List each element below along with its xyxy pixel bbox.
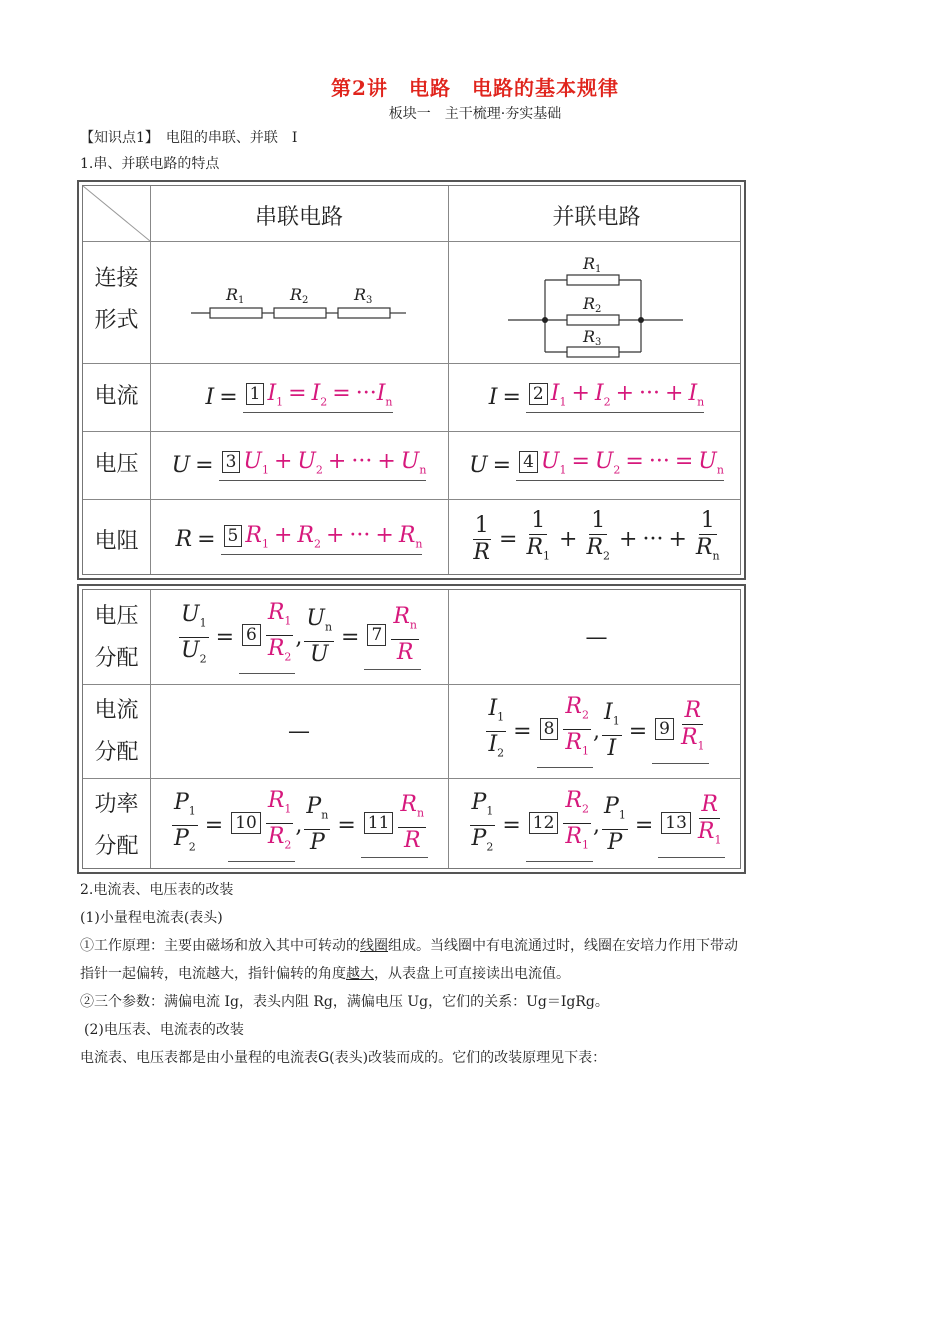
row-label-power-distribution: 功率 分配 — [94, 792, 139, 859]
blank-10: 10 — [231, 812, 261, 834]
blank-5: 5 — [224, 525, 243, 547]
blank-11: 11 — [364, 812, 394, 834]
series-current-formula: I = 1 $I_1 = I_2 = \cdot\cdot\cdot I_n$ — [150, 363, 448, 431]
parallel-circuit-diagram — [503, 248, 693, 360]
subsection-heading-1: (1)小量程电流表(表头) — [80, 910, 223, 926]
blank-4: 4 — [519, 451, 538, 473]
row-label-resistance: 电阻 — [94, 529, 139, 554]
blank-7: 7 — [367, 624, 386, 646]
header-series: 串联电路 — [254, 205, 343, 230]
distribution-table — [77, 584, 746, 874]
series-r2-label: R2 — [290, 285, 309, 306]
row-label-voltage: 电压 — [94, 452, 139, 477]
row-label-current-distribution: 电流 分配 — [94, 698, 139, 765]
parallel-voltage-formula: U = 4 $U_1 = U_2$ = ··· = $U_n$ — [448, 431, 745, 499]
header-parallel: 并联电路 — [552, 205, 641, 230]
parallel-r1-label: R1 — [583, 254, 602, 275]
series-voltage-distribution: $\frac{U_1}{U_2}$ = 6 $\frac{R_1}{R_2}$ , $\frac{U_n}{U}$ = 7 $\frac{R_n}{R}$ — [150, 590, 448, 684]
parallel-r2-label: R2 — [583, 294, 602, 315]
page-title: 第2讲 电路 电路的基本规律 — [331, 76, 619, 100]
subsection-heading-2: (2)电压表、电流表的改装 — [84, 1022, 244, 1038]
blank-3: 3 — [222, 451, 241, 473]
blank-9: 9 — [655, 718, 674, 740]
row-label-voltage-distribution: 电压 分配 — [94, 604, 139, 671]
blank-12: 12 — [529, 812, 559, 834]
paragraph-conversion: 电流表、电压表都是由小量程的电流表G(表头)改装而成的。它们的改装原理见下表： — [80, 1050, 607, 1066]
paragraph-three-parameters: ②三个参数：满偏电流 Ig，表头内阻 Rg，满偏电压 Ug，它们的关系：Ug＝IgRg。 — [80, 994, 609, 1010]
blank-13: 13 — [661, 812, 691, 834]
series-power-distribution: $\frac{P_1}{P_2}$ = 10 $\frac{R_1}{R_2}$ , $\frac{P_n}{P}$ = 11 $\frac{R_n}{R}$ — [150, 778, 448, 872]
parallel-voltage-distribution-dash: — — [585, 624, 608, 650]
knowledge-point-heading: 【知识点1】 电阻的串联、并联 Ⅰ — [80, 130, 298, 146]
series-resistance-formula: R = 5 $R_1 + R_2$ + ··· + $R_n$ — [150, 499, 448, 579]
blank-1: 1 — [246, 383, 265, 405]
series-parallel-table — [77, 180, 746, 580]
blank-8: 8 — [540, 718, 559, 740]
blank-2: 2 — [529, 383, 548, 405]
row-label-current: 电流 — [94, 384, 139, 409]
section-heading-2: 2.电流表、电压表的改装 — [80, 882, 234, 898]
parallel-power-distribution: $\frac{P_1}{P_2}$ = 12 $\frac{R_2}{R_1}$ , $\frac{P_1}{P}$ = 13 $\frac{R}{R_1}$ — [448, 778, 745, 872]
series-r1-label: R1 — [226, 285, 245, 306]
parallel-resistance-formula: $\frac{1}{R}$ = $\frac{1}{R_1}$ + $\frac{1}{R_2}$ + ··· + $\frac{1}{R_n}$ — [473, 508, 720, 565]
series-circuit-diagram — [186, 281, 408, 326]
header-diagonal — [83, 186, 150, 241]
parallel-current-formula: I = 2 $I_1 + I_2$ + ··· + $I_n$ — [448, 363, 745, 431]
series-voltage-formula: U = 3 $U_1 + U_2$ + ··· + $U_n$ — [150, 431, 448, 499]
page-subtitle: 板块一 主干梳理·夯实基础 — [388, 106, 562, 122]
series-current-distribution-dash: — — [288, 718, 310, 744]
parallel-r3-label: R3 — [583, 327, 602, 348]
parallel-current-distribution: $\frac{I_1}{I_2}$ = 8 $\frac{R_2}{R_1}$ , $\frac{I_1}{I}$ = 9 $\frac{R}{R_1}$ — [448, 684, 745, 778]
section-heading-1: 1.串、并联电路的特点 — [80, 156, 220, 172]
series-r3-label: R3 — [354, 285, 373, 306]
blank-6: 6 — [242, 624, 261, 646]
paragraph-working-principle-2: 指针一起偏转，电流越大，指针偏转的角度越大，从表盘上可直接读出电流值。 — [80, 966, 570, 982]
paragraph-working-principle-1: ①工作原理：主要由磁场和放入其中可转动的线圈组成。当线圈中有电流通过时，线圈在安培力作用下带动 — [80, 938, 738, 954]
row-label-connection: 连接 形式 — [94, 266, 139, 333]
